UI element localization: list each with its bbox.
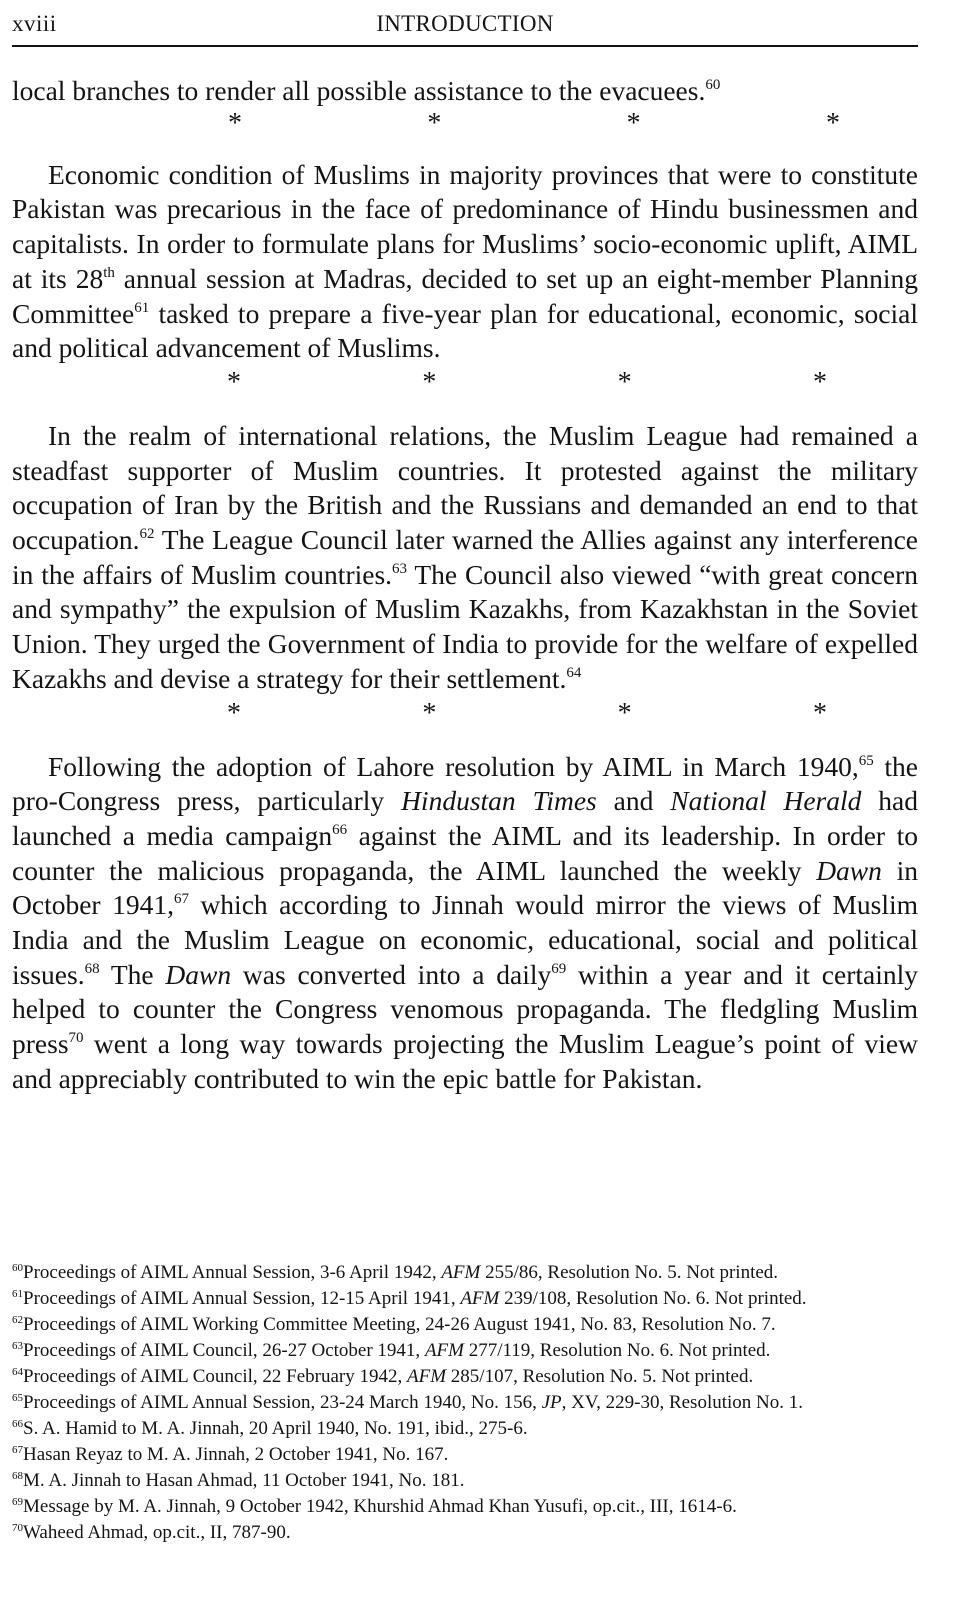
paragraph-continuation: [12, 74, 918, 109]
asterisk: *: [422, 697, 437, 729]
footnote-ref: 62: [139, 526, 155, 543]
footnote-number: 65: [12, 1392, 23, 1404]
section-separator: [227, 366, 827, 419]
asterisk: *: [228, 107, 242, 139]
footnote-text: Proceedings of AIML Annual Session, 12-15 April 1941,: [23, 1288, 461, 1309]
footnote-number: 61: [12, 1288, 23, 1300]
ordinal-suffix: th: [103, 264, 115, 281]
footnote-text: Proceedings of AIML Annual Session, 23-24 March 1940, No. 156,: [23, 1392, 542, 1413]
footnote-text: S. A. Hamid to M. A. Jinnah, 20 April 1940, No. 191, ibid., 275-6.: [23, 1418, 528, 1439]
footnote-ref: 68: [84, 960, 100, 977]
footnote: [12, 1520, 922, 1546]
text-run: Following the adoption of Lahore resolution by AIML in March 1940,: [48, 750, 859, 782]
footnote-italic: AFM: [424, 1340, 464, 1361]
footnote-number: 60: [12, 1262, 23, 1274]
footnote-text: Proceedings of AIML Council, 26-27 October 1941,: [23, 1340, 425, 1361]
asterisk: *: [427, 107, 442, 139]
footnote-text: 255/86, Resolution No. 5. Not printed.: [480, 1262, 779, 1283]
text-run: went a long way towards projecting the Muslim League’s point of view and appreciably contributed to win the epic battle for Pakistan.: [12, 1028, 918, 1094]
text-run: tasked to prepare a five-year plan for educational, economic, social and political advancement of Muslims.: [12, 297, 918, 364]
footnote-number: 63: [12, 1340, 23, 1352]
footnote-ref: 69: [551, 960, 567, 977]
footnote: [12, 1468, 922, 1494]
newspaper-title: National Herald: [670, 785, 862, 817]
footnote-ref: 67: [173, 891, 189, 908]
asterisk: *: [812, 366, 827, 398]
footnotes: [12, 1260, 922, 1546]
text-run: and: [596, 785, 671, 817]
footnote-italic: AFM: [441, 1262, 481, 1283]
footnote-text: Proceedings of AIML Council, 22 February 1942,: [23, 1366, 407, 1387]
text-run: in October 1941,: [12, 854, 918, 921]
paragraph-press: [12, 750, 918, 1097]
newspaper-title: Dawn: [165, 958, 232, 990]
asterisk: *: [617, 697, 632, 729]
asterisk: *: [825, 107, 840, 139]
footnote: [12, 1338, 922, 1364]
footnote-number: 68: [12, 1470, 23, 1482]
footnote-text: Hasan Reyaz to M. A. Jinnah, 2 October 1941, No. 167.: [23, 1444, 449, 1465]
footnote-ref: 66: [332, 821, 348, 838]
section-separator: [227, 697, 827, 750]
footnote-italic: JP: [541, 1392, 562, 1413]
footnote: [12, 1364, 922, 1390]
asterisk: *: [617, 366, 632, 398]
footnote-ref: 70: [68, 1030, 84, 1047]
body-text: [12, 74, 918, 1097]
newspaper-title: Hindustan Times: [401, 785, 597, 817]
text-run: Economic condition of Muslims in majority provinces that were to constitute Pakistan was precarious in the face of predominance of Hindu businessmen and capitalists. In order to formulate plans for Muslims’ socio-economic uplift, AIML at its 28: [12, 158, 918, 294]
paragraph-international: [12, 419, 918, 697]
header-rule: [12, 45, 918, 47]
asterisk: *: [812, 697, 827, 729]
footnote-text: 239/108, Resolution No. 6. Not printed.: [499, 1288, 807, 1309]
footnote-text: 285/107, Resolution No. 5. Not printed.: [446, 1366, 754, 1387]
footnote-number: 70: [12, 1522, 23, 1534]
text-run: The League Council later warned the Allies against any interference in the affairs of Muslim countries.: [12, 524, 918, 590]
footnote: [12, 1312, 922, 1338]
paragraph-economic: [12, 158, 918, 366]
text-run: In the realm of international relations, the Muslim League had remained a steadfast supporter of Muslim countries. It protested against the military occupation of Iran by the British and the Russians and demanded an end to that occupation.: [12, 419, 918, 556]
text-run: was converted into a daily: [231, 958, 552, 990]
text-run: within a year and it certainly helped to counter the Congress venomous propaganda. The fledgling Muslim press: [12, 958, 918, 1060]
text-run: local branches to render all possible assistance to the evacuees.: [12, 75, 706, 106]
section-separator: [228, 109, 840, 158]
footnote: [12, 1390, 922, 1416]
text-run: the pro-Congress press, particularly: [12, 750, 918, 817]
asterisk: *: [422, 366, 437, 398]
footnote-italic: AFM: [407, 1366, 447, 1387]
asterisk: *: [227, 697, 241, 729]
footnote-number: 64: [12, 1366, 23, 1378]
page-number: xviii: [12, 11, 57, 36]
text-run: which according to Jinnah would mirror the views of Muslim India and the Muslim League on economic, educational, social and political issues.: [12, 889, 918, 990]
footnote: [12, 1260, 922, 1286]
footnote-text: , XV, 229-30, Resolution No. 1.: [561, 1392, 804, 1413]
footnote-ref: 63: [392, 560, 408, 577]
footnote-text: Proceedings of AIML Working Committee Meeting, 24-26 August 1941, No. 83, Resolution No. 7.: [23, 1314, 776, 1335]
footnote-ref: 64: [566, 664, 582, 681]
text-run: annual session at Madras, decided to set up an eight-member Planning Committee: [12, 262, 918, 329]
footnote-text: M. A. Jinnah to Hasan Ahmad, 11 October 1941, No. 181.: [23, 1470, 465, 1491]
footnote-ref: 65: [858, 752, 874, 769]
asterisk: *: [626, 107, 641, 139]
footnote-text: Message by M. A. Jinnah, 9 October 1942, Khurshid Ahmad Khan Yusufi, op.cit., III, 1614-6.: [23, 1496, 737, 1517]
text-run: had launched a media campaign: [12, 785, 919, 851]
text-run: The Council also viewed “with great concern and sympathy” the expulsion of Muslim Kazakhs, from Kazakhstan in the Soviet Union. They urged the Government of India to provide for the welfare of expelled Kazakhs and devise a strategy for their settlement.: [12, 558, 918, 694]
footnote-ref: 61: [134, 299, 150, 316]
footnote-number: 62: [12, 1314, 23, 1326]
footnote: [12, 1286, 922, 1312]
footnote-number: 69: [12, 1496, 23, 1508]
text-run: The: [99, 958, 166, 990]
footnote-number: 67: [12, 1444, 23, 1456]
asterisk: *: [227, 366, 241, 398]
text-run: against the AIML and its leadership. In order to counter the malicious propaganda, the AIML launched the weekly: [12, 819, 918, 886]
footnote-italic: AFM: [460, 1288, 500, 1309]
footnote: [12, 1494, 922, 1520]
footnote-text: 277/119, Resolution No. 6. Not printed.: [463, 1340, 771, 1361]
newspaper-title: Dawn: [816, 854, 882, 886]
footnote: [12, 1416, 922, 1442]
footnote-ref: 60: [705, 77, 721, 93]
footnote: [12, 1442, 922, 1468]
footnote-text: Proceedings of AIML Annual Session, 3-6 April 1942,: [23, 1262, 442, 1283]
footnote-number: 66: [12, 1418, 23, 1430]
running-title: INTRODUCTION: [376, 11, 554, 36]
page-header: [12, 6, 918, 46]
footnote-text: Waheed Ahmad, op.cit., II, 787-90.: [23, 1522, 291, 1543]
